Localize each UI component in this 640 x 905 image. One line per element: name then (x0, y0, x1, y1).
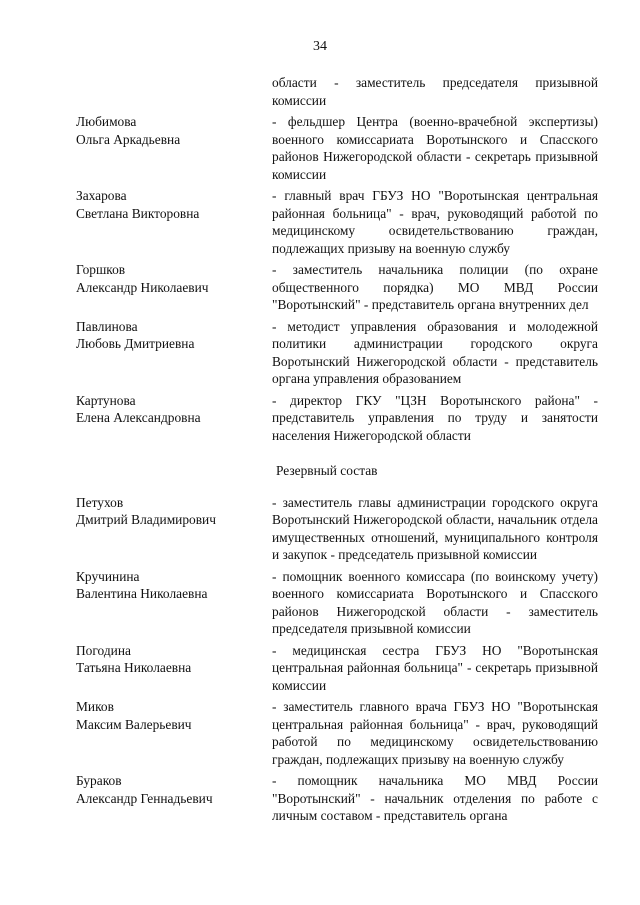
member-role: - медицинская сестра ГБУЗ НО "Воротынская центральная районная больница" - секретарь призывной комиссии (272, 642, 598, 693)
member-name (76, 318, 272, 353)
reserve-heading: Резервный состав (276, 463, 378, 478)
member-given-name: Александр Геннадьевич (76, 790, 213, 806)
member-name (76, 568, 272, 603)
reserve-member-entry (76, 772, 598, 825)
member-surname: Захарова (76, 188, 127, 203)
member-role: - помощник военного комиссара (по воинскому учету) военного комиссариата Воротынского и Спасского районов Нижегородской области - заместитель председателя призывной комиссии (272, 568, 598, 636)
reserve-member-entry (76, 568, 598, 638)
member-surname: Миков (76, 699, 114, 714)
member-surname: Кручинина (76, 568, 140, 584)
member-role: - методист управления образования и молодежной политики администрации городского округа Воротынский Нижегородской области - представитель органа управления образованием (272, 318, 598, 386)
member-name (76, 772, 272, 807)
member-given-name: Татьяна Николаевна (76, 660, 192, 675)
member-surname: Горшков (76, 262, 126, 277)
member-given-name: Валентина Николаевна (76, 586, 208, 601)
commission-list (76, 74, 598, 825)
member-surname: Картунова (76, 392, 136, 408)
member-name (76, 187, 272, 222)
member-role: - помощник начальника МО МВД России "Воротынский" - начальник отделения по работе с личным составом - представитель органа (272, 773, 598, 823)
member-role: - фельдшер Центра (военно-врачебной экспертизы) военного комиссариата Воротынского и Спасского районов Нижегородской области - секретарь призывной комиссии (272, 114, 598, 182)
member-given-name: Дмитрий Владимирович (76, 512, 216, 527)
member-given-name: Любовь Дмитриевна (76, 336, 195, 351)
member-entry (76, 392, 598, 445)
page-number: 34 (313, 39, 327, 54)
member-surname: Погодина (76, 642, 131, 658)
member-role: - заместитель начальника полиции (по охране общественного порядка) МО МВД России "Воротынский" - представитель органа внутренних дел (272, 262, 598, 312)
member-entry (76, 261, 598, 314)
member-role: - главный врач ГБУЗ НО "Воротынская центральная районная больница" - врач, руководящий работой по медицинскому освидетельствованию граждан, подлежащих призыву на военную службу (272, 188, 598, 256)
continuation-entry (76, 74, 598, 109)
member-given-name: Максим Валерьевич (76, 716, 192, 732)
member-role: - заместитель главного врача ГБУЗ НО "Воротынская центральная районная больница" - врач, руководящий работой по медицинскому освидетельствованию граждан, подлежащих призыву на военную службу (272, 699, 598, 767)
member-role: - директор ГКУ "ЦЗН Воротынского района" - представитель управления по труду и занятости населения Нижегородской области (272, 392, 598, 443)
member-name (76, 494, 272, 529)
member-name (76, 698, 272, 733)
member-name (76, 642, 272, 677)
continuation-text: области - заместитель председателя призывной комиссии (272, 75, 598, 108)
member-given-name: Александр Николаевич (76, 279, 209, 295)
member-given-name: Ольга Аркадьевна (76, 131, 181, 147)
member-name (76, 261, 272, 296)
member-surname: Петухов (76, 494, 124, 510)
reserve-member-entry (76, 494, 598, 564)
member-role: - заместитель главы администрации городского округа Воротынский Нижегородской области, начальник отдела имущественных отношений, муниципального контроля и закупок - председатель призывной комиссии (272, 494, 598, 562)
member-given-name: Светлана Викторовна (76, 205, 200, 221)
reserve-member-entry (76, 698, 598, 768)
member-surname: Павлинова (76, 318, 138, 334)
member-entry (76, 318, 598, 388)
member-name (76, 392, 272, 427)
reserve-member-entry (76, 642, 598, 695)
member-entry (76, 113, 598, 183)
member-surname: Любимова (76, 114, 137, 129)
member-given-name: Елена Александровна (76, 410, 201, 425)
member-surname: Бураков (76, 773, 122, 788)
member-entry (76, 187, 598, 257)
member-name (76, 113, 272, 148)
